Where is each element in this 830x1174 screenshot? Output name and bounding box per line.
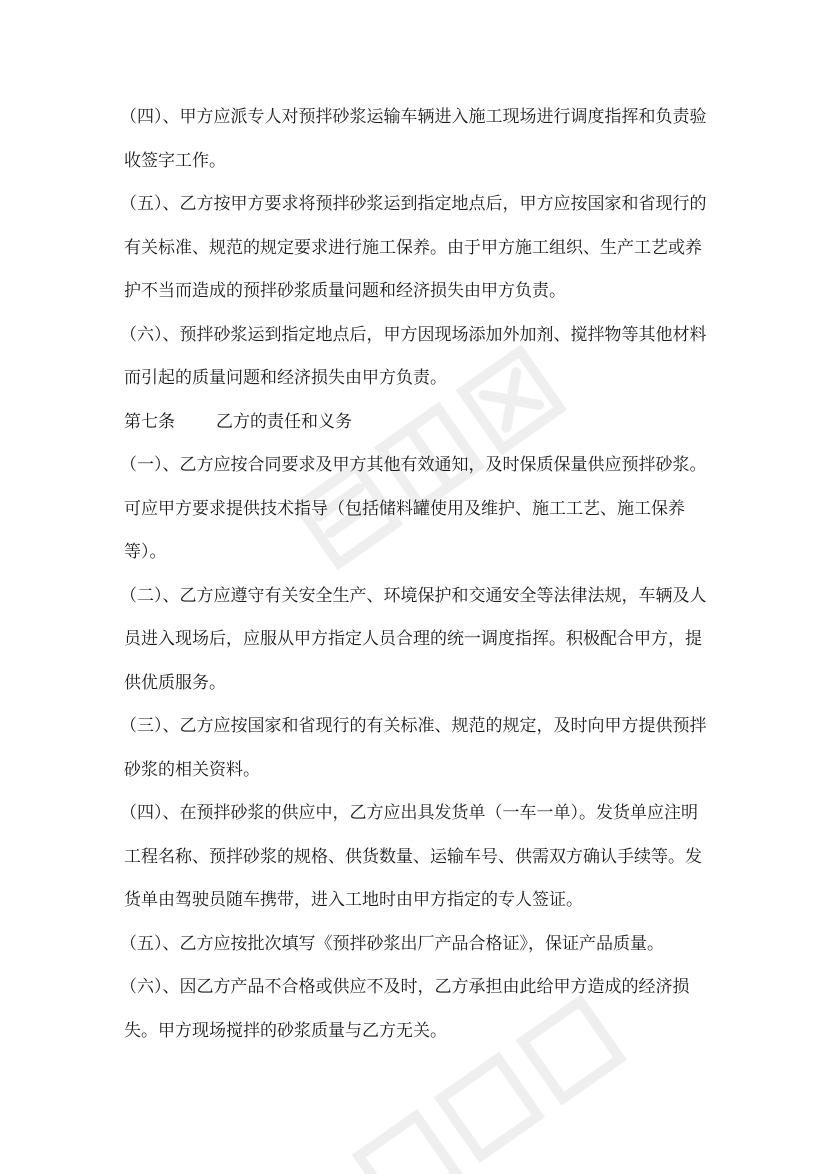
text-line: 可应甲方要求提供技术指导（包括储料罐使用及维护、施工工艺、施工保养 bbox=[124, 498, 685, 519]
text-line: 而引起的质量问题和经济损失由甲方负责。 bbox=[124, 368, 447, 388]
article-heading bbox=[124, 401, 724, 445]
paragraph-party-b-4 bbox=[120, 792, 724, 923]
paragraph-party-a-5 bbox=[120, 183, 724, 314]
paragraph-party-b-2 bbox=[120, 575, 724, 706]
paragraph-party-b-3 bbox=[120, 705, 724, 792]
text-line: 砂浆的相关资料。 bbox=[124, 759, 260, 780]
text-line: 收签字工作。 bbox=[124, 150, 226, 171]
text-line: （五）、乙方应按批次填写《预拌砂浆出厂产品合格证》，保证产品质量。 bbox=[120, 933, 664, 954]
article-title: 乙方的责任和义务 bbox=[216, 411, 352, 432]
paragraph-party-a-6 bbox=[120, 314, 724, 401]
text-line: （二）、乙方应遵守有关安全生产、环境保护和交通安全等法律法规，车辆及人 bbox=[120, 585, 707, 606]
document-body bbox=[120, 96, 724, 1053]
text-line: （一）、乙方应按合同要求及甲方其他有效通知，及时保质保量供应预拌砂浆。 bbox=[120, 455, 707, 475]
paragraph-party-b-1 bbox=[120, 444, 724, 575]
text-line: 货单由驾驶员随车携带，进入工地时由甲方指定的专人签证。 bbox=[124, 890, 583, 910]
text-line: （六）、因乙方产品不合格或供应不及时，乙方承担由此给甲方造成的经济损 bbox=[120, 977, 690, 997]
text-line: 护不当而造成的预拌砂浆质量问题和经济损失由甲方负责。 bbox=[124, 281, 566, 301]
paragraph-party-b-5 bbox=[120, 923, 724, 967]
text-line: 有关标准、规范的规定要求进行施工保养。由于甲方施工组织、生产工艺或养 bbox=[124, 237, 702, 258]
text-line: 供优质服务。 bbox=[124, 672, 226, 693]
text-line: （三）、乙方应按国家和省现行的有关标准、规范的规定，及时向甲方提供预拌 bbox=[120, 716, 707, 736]
paragraph-party-b-6 bbox=[120, 966, 724, 1053]
text-line: （五）、乙方按甲方要求将预拌砂浆运到指定地点后，甲方应按国家和省现行的 bbox=[120, 194, 707, 214]
text-line: （四）、甲方应派专人对预拌砂浆运输车辆进入施工现场进行调度指挥和负责验 bbox=[120, 107, 707, 127]
text-line: （六）、预拌砂浆运到指定地点后，甲方因现场添加外加剂、搅拌物等其他材料 bbox=[120, 324, 707, 345]
article-number: 第七条 bbox=[124, 411, 175, 432]
text-line: 员进入现场后，应服从甲方指定人员合理的统一调度指挥。积极配合甲方，提 bbox=[124, 629, 702, 649]
text-line: 等）。 bbox=[124, 542, 167, 562]
text-line: 工程名称、预拌砂浆的规格、供货数量、运输车号、供需双方确认手续等。发 bbox=[124, 846, 702, 867]
text-line: 失。甲方现场搅拌的砂浆质量与乙方无关。 bbox=[124, 1020, 447, 1041]
paragraph-party-a-4 bbox=[120, 96, 724, 183]
text-line: （四）、在预拌砂浆的供应中，乙方应出具发货单（一车一单）。发货单应注明 bbox=[120, 803, 698, 823]
